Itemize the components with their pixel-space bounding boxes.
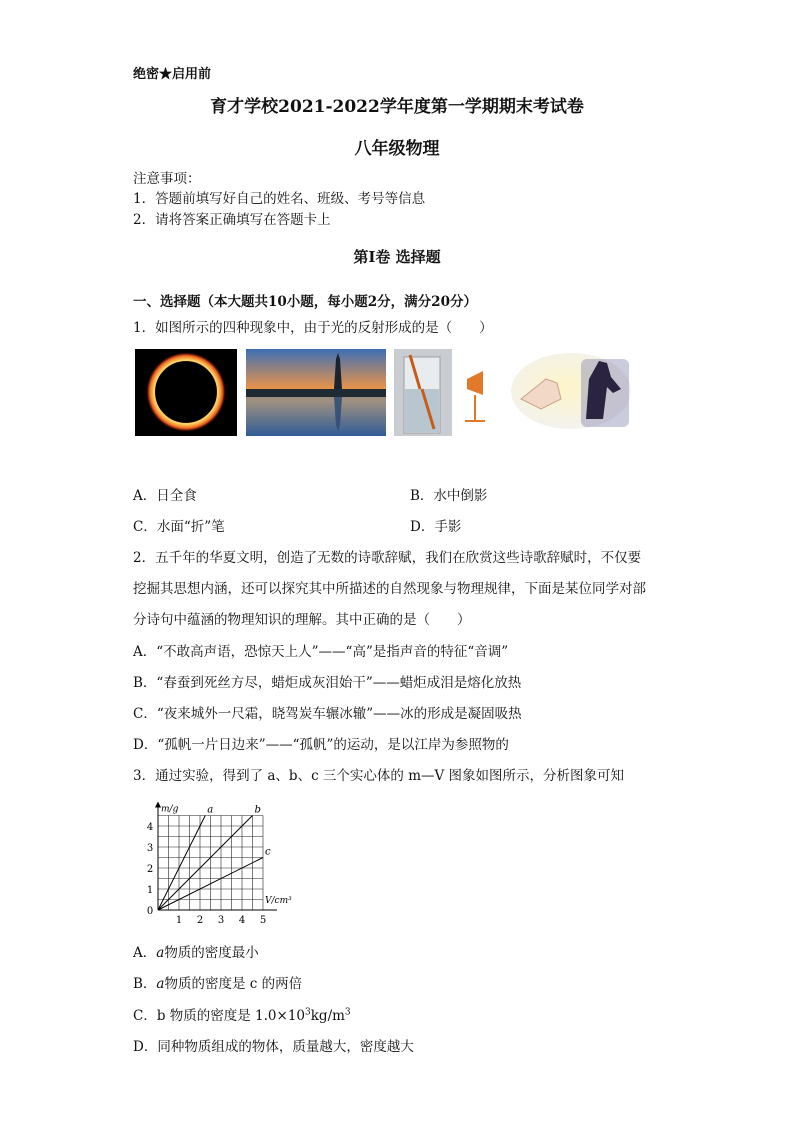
q3-option-d: D．同种物质组成的物体，质量越大，密度越大	[133, 1039, 414, 1055]
q1-option-a: A．日全食	[133, 488, 197, 504]
secret-label: 绝密★启用前	[133, 67, 212, 82]
q1-stem: 1．如图所示的四种现象中，由于光的反射形成的是（ ）	[133, 320, 493, 336]
x-tick-label: 5	[259, 915, 267, 924]
x-tick-label: 3	[217, 915, 225, 924]
q3-stem: 3．通过实验，得到了 a、b、c 三个实心体的 m—V 图象如图所示，分析图象可知	[133, 768, 625, 784]
y-tick-label: 3	[146, 843, 154, 854]
y-axis-label: m/g	[161, 804, 179, 815]
series-label-a: a	[207, 804, 214, 816]
x-axis-label: V/cm³	[265, 896, 292, 906]
x-tick-label: 4	[238, 915, 246, 924]
exam-title: 育才学校2021-2022学年度第一学期期末考试卷	[210, 97, 584, 117]
y-tick-label: 4	[146, 822, 154, 833]
q1-option-d: D．手影	[410, 519, 462, 535]
series-label-b: b	[254, 804, 261, 816]
q3-option-c: C．b 物质的密度是 $1.0\times 10^3kg/m^3$	[133, 1007, 351, 1024]
y-tick-label: 2	[146, 864, 154, 875]
q1-option-c: C．水面“折”笔	[133, 519, 225, 535]
q2-option-a: A．“不敢高声语，恐惊天上人”——“高”是指声音的特征“音调”	[133, 644, 509, 660]
exam-subtitle: 八年级物理	[354, 139, 440, 159]
x-tick-label: 2	[196, 915, 204, 924]
q2-option-c: C．“夜来城外一尺霜，晓驾炭车辗冰辙”——冰的形成是凝固吸热	[133, 706, 522, 722]
refraction-pen-image	[394, 349, 452, 436]
notes-item: 1．答题前填写好自己的姓名、班级、考号等信息	[133, 191, 426, 207]
series-label-c: c	[265, 846, 271, 858]
water-reflection-image	[246, 349, 386, 436]
q3-option-a: A．a物质的密度最小	[133, 945, 259, 961]
q2-stem-line: 挖掘其思想内涵，还可以探究其中所描述的自然现象与物理规律，下面是某位同学对部	[133, 581, 646, 597]
mv-chart	[140, 792, 310, 924]
notes-item: 2．请将答案正确填写在答题卡上	[133, 212, 331, 228]
q3-option-b: B．a物质的密度是 c 的两倍	[133, 976, 303, 992]
series-line-a	[158, 816, 205, 911]
q2-stem-line: 分诗句中蕴涵的物理知识的理解。其中正确的是（ ）	[133, 612, 471, 628]
eclipse-image	[135, 349, 237, 436]
series-line-b	[158, 816, 253, 911]
q1-option-b: B．水中倒影	[410, 488, 488, 504]
q2-stem-line: 2．五千年的华夏文明，创造了无数的诗歌辞赋，我们在欣赏这些诗歌辞赋时，不仅要	[133, 550, 642, 566]
hand-shadow-image	[461, 349, 631, 436]
q2-option-d: D．“孤帆一片日边来”——“孤帆”的运动，是以江岸为参照物的	[133, 737, 509, 753]
notes-heading: 注意事项：	[133, 171, 201, 187]
x-tick-label: 1	[175, 915, 183, 924]
y-tick-label: 1	[146, 885, 154, 896]
q2-option-b: B．“春蚕到死丝方尽，蜡炬成灰泪始干”——蜡炬成泪是熔化放热	[133, 675, 522, 691]
origin-label: 0	[146, 906, 154, 917]
part-title: 第I卷 选择题	[353, 248, 441, 266]
section-title: 一、选择题（本大题共10小题，每小题2分，满分20分）	[133, 294, 477, 310]
